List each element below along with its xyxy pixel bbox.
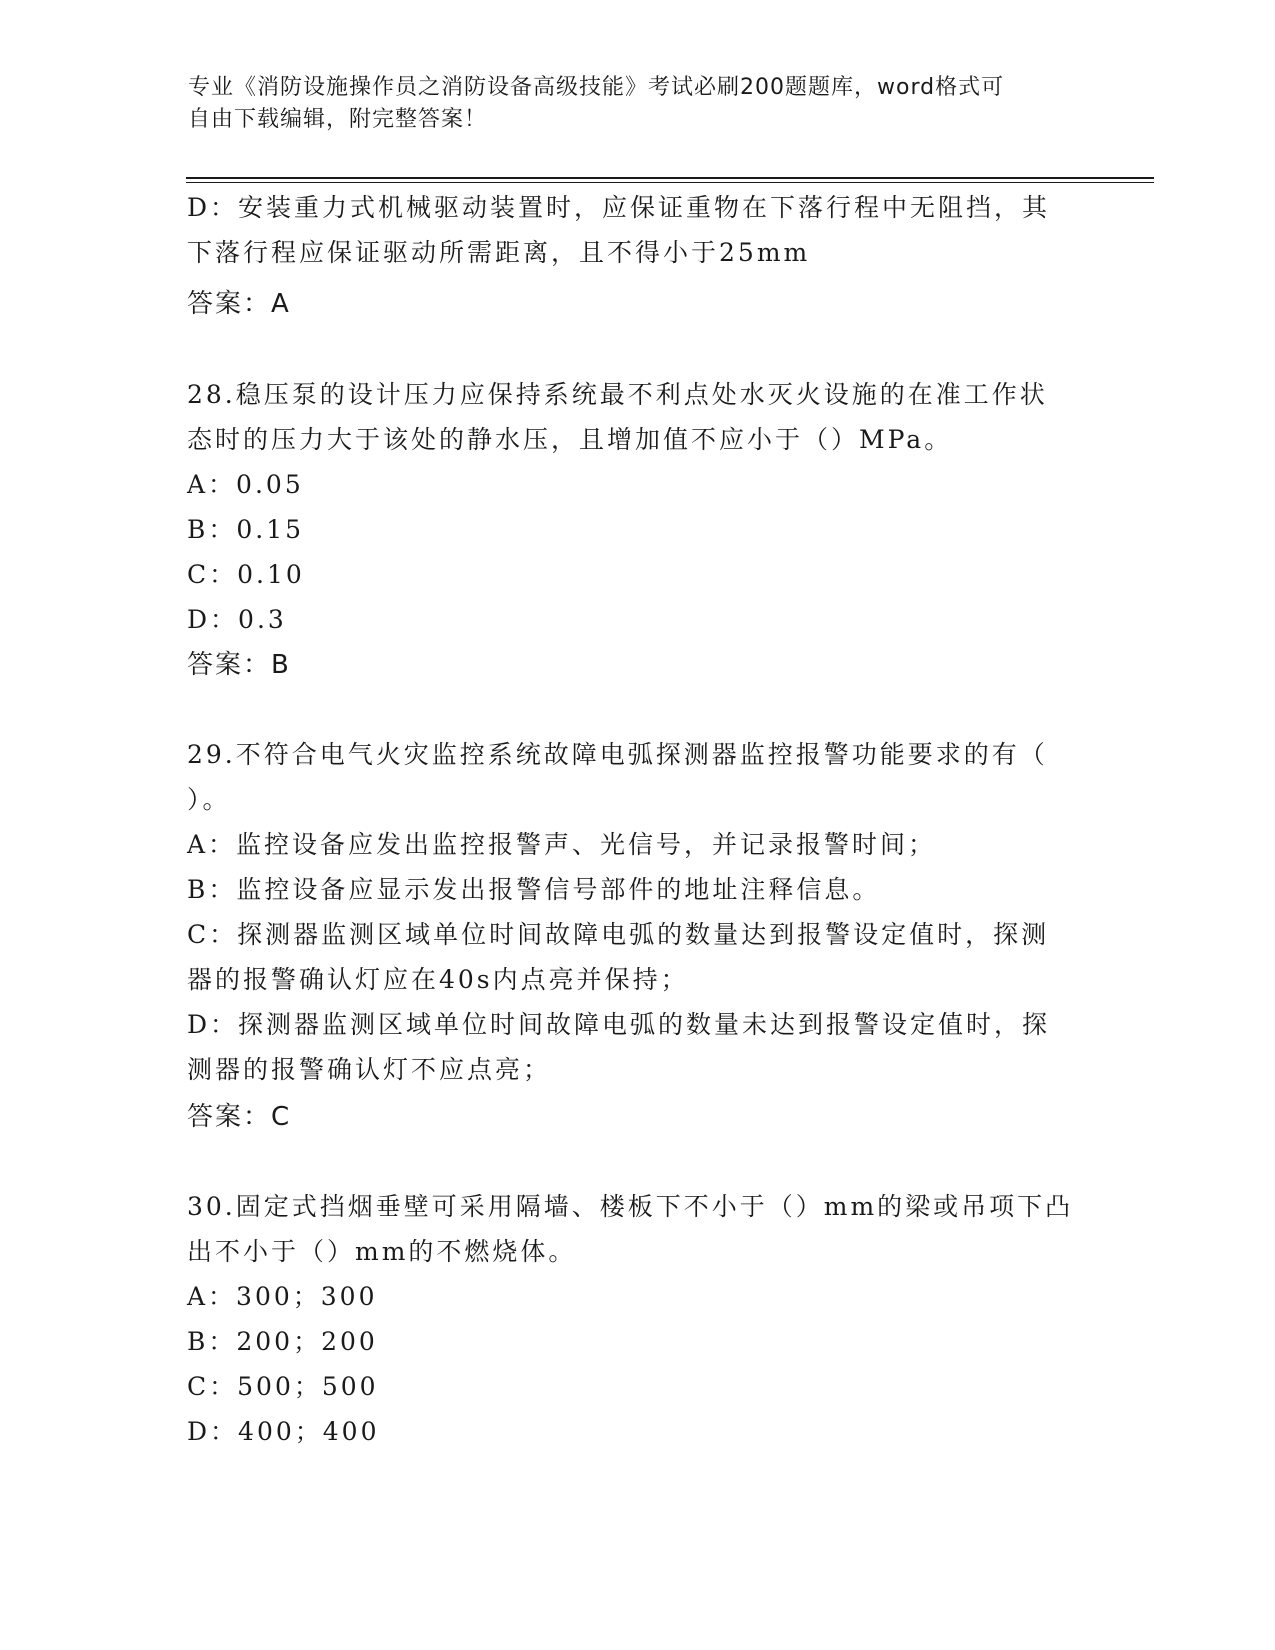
q27-option-d-line-2: 下落行程应保证驱动所需距离，且不得小于25mm — [187, 238, 811, 267]
q30-stem-line-1: 30.固定式挡烟垂壁可采用隔墙、楼板下不小于（）mm的梁或吊项下凸 — [187, 1192, 1074, 1221]
q28-option-a: A：0.05 — [187, 470, 304, 499]
q29-option-c-line-1: C：探测器监测区域单位时间故障电弧的数量达到报警设定值时，探测 — [187, 920, 1050, 949]
q29-option-d-line-1: D：探测器监测区域单位时间故障电弧的数量未达到报警设定值时，探 — [187, 1010, 1051, 1039]
q28-option-b: B：0.15 — [187, 515, 305, 544]
q29-option-d-line-2: 测器的报警确认灯不应点亮； — [187, 1055, 552, 1084]
q28-option-d: D：0.3 — [187, 605, 287, 634]
q28-stem-line-2: 态时的压力大于该处的静水压，且增加值不应小于（）MPa。 — [187, 425, 953, 454]
q29-answer: 答案：C — [187, 1102, 292, 1132]
q28-option-c: C：0.10 — [187, 560, 305, 589]
q29-option-b: B：监控设备应显示发出报警信号部件的地址注释信息。 — [187, 875, 881, 904]
q29-option-c-line-2: 器的报警确认灯应在40s内点亮并保持； — [187, 965, 689, 994]
q30-stem-line-2: 出不小于（）mm的不燃烧体。 — [187, 1237, 577, 1266]
q30-option-b: B：200；200 — [187, 1327, 378, 1356]
q29-stem-line-2: ）。 — [187, 785, 231, 814]
q27-option-d-line-1: D：安装重力式机械驱动装置时，应保证重物在下落行程中无阻挡，其 — [187, 193, 1051, 222]
header-line-1: 专业《消防设施操作员之消防设备高级技能》考试必刷200题题库，word格式可 — [188, 75, 1005, 100]
q28-answer: 答案：B — [187, 650, 291, 680]
q30-option-d: D：400；400 — [187, 1417, 380, 1446]
header-rule-thin — [186, 182, 1154, 183]
q27-answer: 答案：A — [187, 289, 291, 319]
q30-option-c: C：500；500 — [187, 1372, 379, 1401]
q30-option-a: A：300；300 — [187, 1282, 378, 1311]
q28-stem-line-1: 28.稳压泵的设计压力应保持系统最不利点处水灭火设施的在准工作状 — [187, 380, 1048, 409]
q29-option-a: A：监控设备应发出监控报警声、光信号，并记录报警时间； — [187, 830, 937, 859]
document-header — [188, 72, 1088, 136]
header-rule — [186, 177, 1154, 179]
header-line-2: 自由下载编辑，附完整答案！ — [188, 107, 488, 132]
q29-stem-line-1: 29.不符合电气火灾监控系统故障电弧探测器监控报警功能要求的有（ — [187, 740, 1048, 769]
